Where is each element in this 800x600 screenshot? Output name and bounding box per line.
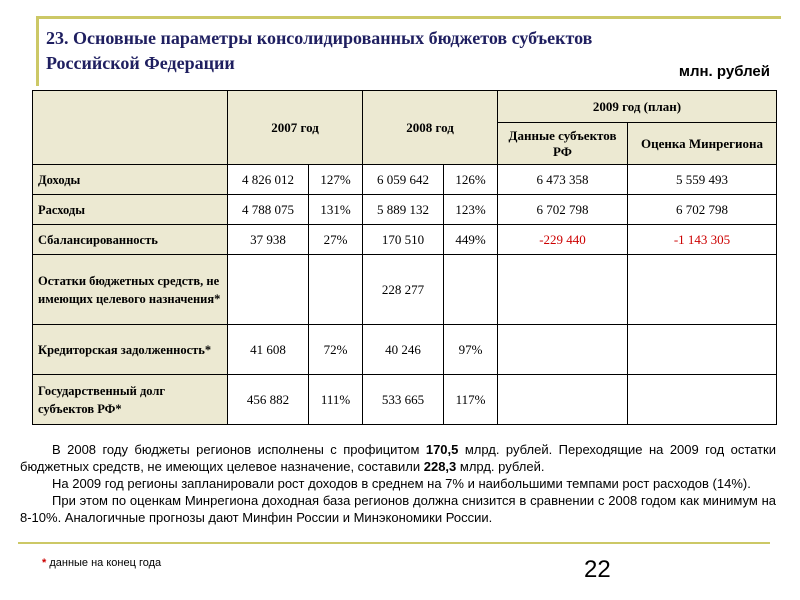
table-row (33, 225, 777, 255)
cell-2007-percent (309, 255, 363, 325)
cell-2009-regions (498, 375, 628, 425)
footnote (42, 557, 161, 569)
paragraph-plan: На 2009 год регионы запланировали рост доходов в среднем на 7% и наибольшими темпами рост расходов (14%). (52, 476, 751, 491)
cell-2007-value: 37 938 (228, 225, 309, 255)
cell-2009-minregion (628, 375, 777, 425)
cell-2009-minregion: 5 559 493 (628, 165, 777, 195)
row-label: Расходы (33, 195, 228, 225)
cell-2008-value: 5 889 132 (363, 195, 444, 225)
header-minregion-estimate: Оценка Минрегиона (628, 123, 777, 165)
paragraph-text: млрд. рублей. Переходящие на 2009 год остатки бюджетных средств, не имеющих целевое назначение, составили (20, 442, 776, 474)
cell-2007-percent: 131% (309, 195, 363, 225)
table-row (33, 255, 777, 325)
cell-2007-value: 456 882 (228, 375, 309, 425)
row-label: Остатки бюджетных средств, не имеющих целевого назначения* (33, 255, 228, 325)
cell-2008-percent (444, 255, 498, 325)
row-label: Кредиторская задолженность* (33, 325, 228, 375)
cell-2007-percent: 111% (309, 375, 363, 425)
cell-2009-regions: 6 473 358 (498, 165, 628, 195)
cell-2007-percent: 27% (309, 225, 363, 255)
footnote-text: данные на конец года (46, 557, 162, 569)
cell-2008-value: 40 246 (363, 325, 444, 375)
cell-2009-regions (498, 255, 628, 325)
header-2008: 2008 год (363, 91, 498, 165)
cell-2008-percent: 97% (444, 325, 498, 375)
units-label: млн. рублей (678, 63, 770, 80)
cell-2008-percent: 117% (444, 375, 498, 425)
cell-2007-value (228, 255, 309, 325)
cell-2007-value: 4 788 075 (228, 195, 309, 225)
paragraph-surplus (20, 441, 776, 475)
footnote-star: * (42, 557, 47, 569)
cell-2009-regions (498, 325, 628, 375)
paragraph-text: млрд. рублей. (456, 459, 545, 474)
header-regions-data: Данные субъектов РФ (498, 123, 628, 165)
table-row (33, 375, 777, 425)
cell-2009-minregion (628, 325, 777, 375)
cell-2008-percent: 449% (444, 225, 498, 255)
row-label: Доходы (33, 165, 228, 195)
frame-top-line (36, 16, 781, 19)
balances-value: 228,3 (423, 459, 457, 474)
cell-2008-value: 6 059 642 (363, 165, 444, 195)
cell-2008-value: 228 277 (363, 255, 444, 325)
cell-2009-regions: -229 440 (498, 225, 628, 255)
frame-bottom-line (18, 542, 770, 544)
cell-2007-percent: 72% (309, 325, 363, 375)
header-row-top (33, 91, 777, 123)
cell-2009-minregion: -1 143 305 (628, 225, 777, 255)
cell-2009-regions: 6 702 798 (498, 195, 628, 225)
cell-2007-percent: 127% (309, 165, 363, 195)
frame-left-line (36, 16, 39, 86)
table-row (33, 325, 777, 375)
paragraph-text: В 2008 году бюджеты регионов исполнены с профицитом (52, 442, 426, 457)
cell-2008-percent: 123% (444, 195, 498, 225)
table-row (33, 165, 777, 195)
cell-2009-minregion (628, 255, 777, 325)
header-blank-cell (33, 91, 228, 165)
header-2009-plan: 2009 год (план) (498, 91, 777, 123)
budget-parameters-table (32, 90, 777, 425)
paragraph-forecast: При этом по оценкам Минрегиона доходная база регионов должна снизится в сравнении с 2008 годом как минимум на 8-10%. Аналогичные прогнозы дают Минфин России и Минэкономики России. (20, 493, 776, 525)
cell-2008-value: 170 510 (363, 225, 444, 255)
cell-2007-value: 4 826 012 (228, 165, 309, 195)
row-label: Государственный долг субъектов РФ* (33, 375, 228, 425)
commentary-text (20, 441, 776, 526)
row-label: Сбалансированность (33, 225, 228, 255)
header-2007: 2007 год (228, 91, 363, 165)
cell-2007-value: 41 608 (228, 325, 309, 375)
page-number: 22 (584, 556, 611, 583)
surplus-value: 170,5 (425, 442, 459, 457)
cell-2008-percent: 126% (444, 165, 498, 195)
cell-2009-minregion: 6 702 798 (628, 195, 777, 225)
slide-title: 23. Основные параметры консолидированных бюджетов субъектов Российской Федерации (46, 28, 593, 73)
table-row (33, 195, 777, 225)
cell-2008-value: 533 665 (363, 375, 444, 425)
